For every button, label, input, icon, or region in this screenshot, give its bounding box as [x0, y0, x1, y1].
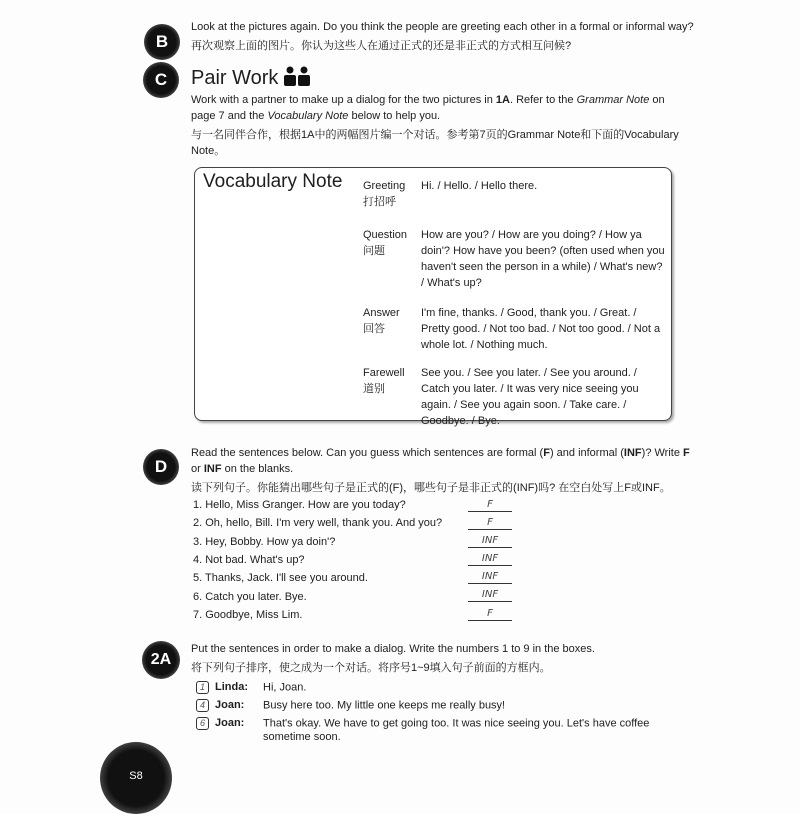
- order-box[interactable]: 1: [196, 681, 209, 694]
- section-2a-instruction-zh: 将下列句子排序，使之成为一个对话。将序号1~9填入句子前面的方框内。: [191, 662, 551, 674]
- answer-blank[interactable]: INF: [468, 589, 512, 602]
- text: Farewell: [363, 367, 405, 379]
- speaker: Linda:: [215, 681, 248, 694]
- text: Grammar Note: [576, 94, 650, 106]
- section-d-badge: D: [143, 449, 179, 485]
- text: below to help you.: [348, 110, 441, 122]
- text: INF: [623, 447, 642, 459]
- answer-blank[interactable]: F: [468, 608, 512, 621]
- section-2a-instruction: Put the sentences in order to make a dialog. Write the numbers 1 to 9 in the boxes.: [191, 643, 595, 655]
- dialog-line-continued: sometime soon.: [263, 731, 341, 743]
- dialog-text: Hi, Joan.: [263, 681, 307, 694]
- dialog-text: Busy here too. My little one keeps me really busy!: [263, 699, 506, 712]
- text: 回答: [363, 323, 385, 335]
- text: Answer: [363, 307, 400, 319]
- sentence-item: 5. Thanks, Jack. I'll see you around.: [193, 572, 368, 584]
- vocab-text: Hi. / Hello. / Hello there.: [421, 180, 538, 192]
- dialog-text: That's okay. We have to get going too. It was nice seeing you. Let's have coffee: [263, 717, 650, 730]
- text: Greeting: [363, 180, 406, 192]
- text: Work with a partner to make up a dialog for the two pictures in: [191, 94, 496, 106]
- vocab-label: [363, 305, 400, 337]
- vocabulary-note-box: [194, 167, 672, 427]
- vocab-text: How are you? / How are you doing? / How ya doin'? How have you been? (often used when you haven't seen the person in a while) / What's new? / What's up?: [421, 229, 665, 289]
- text: ) and informal (: [549, 447, 624, 459]
- sentence-item: 2. Oh, hello, Bill. I'm very well, thank you. And you?: [193, 517, 443, 529]
- text: 1A: [495, 94, 510, 106]
- pair-work-title: Pair Work: [191, 67, 279, 89]
- text: 打招呼: [363, 196, 396, 208]
- answer-blank[interactable]: INF: [468, 553, 512, 566]
- section-d-instruction-2: [191, 462, 293, 477]
- vocab-label: [363, 365, 405, 397]
- dialog-line: [196, 699, 505, 712]
- section-b-badge: B: [144, 24, 180, 60]
- order-box[interactable]: 6: [196, 717, 209, 730]
- sentence-item: 3. Hey, Bobby. How ya doin'?: [193, 536, 336, 548]
- dialog-line: [196, 681, 306, 694]
- speaker: Joan:: [215, 699, 245, 712]
- text: . Refer to the: [509, 94, 577, 106]
- page-number: S8: [129, 770, 143, 782]
- sentence-item: 6. Catch you later. Bye.: [193, 591, 307, 603]
- text: Question: [363, 229, 408, 241]
- section-d-instruction-zh: 读下列句子。你能猜出哪些句子是正式的(F)，哪些句子是非正式的(INF)吗? 在空白处写上F或INF。: [191, 482, 671, 494]
- vocab-label: [363, 178, 405, 210]
- section-b-instruction-zh: 再次观察上面的图片。你认为这些人在通过正式的还是非正式的方式相互问候?: [191, 40, 572, 52]
- order-box[interactable]: 4: [196, 699, 209, 712]
- text: on: [649, 94, 665, 106]
- section-d-instruction-1: [191, 446, 690, 461]
- text: )? Write: [641, 447, 684, 459]
- sentence-item: 7. Goodbye, Miss Lim.: [193, 609, 303, 621]
- dialog-line: [196, 717, 649, 730]
- text: 道别: [363, 383, 385, 395]
- text: INF: [203, 463, 222, 475]
- page-number-badge: [100, 742, 172, 814]
- answer-blank[interactable]: F: [468, 517, 512, 530]
- answer-blank[interactable]: F: [468, 499, 512, 512]
- text: Vocabulary Note: [267, 110, 349, 122]
- text: or: [191, 463, 204, 475]
- section-b-instruction: Look at the pictures again. Do you think the people are greeting each other in a formal or informal way?: [191, 21, 694, 33]
- section-c-instruction-zh-2: Note。: [191, 145, 226, 157]
- text: 问题: [363, 245, 385, 257]
- sentence-item: 4. Not bad. What's up?: [193, 554, 305, 566]
- text: Read the sentences below. Can you guess which sentences are formal (: [191, 447, 544, 459]
- section-c-instruction-zh-1: 与一名同伴合作，根据1A中的两幅图片编一个对话。参考第7页的Grammar Note和下面的Vocabulary: [191, 129, 679, 141]
- speaker: Joan:: [215, 717, 245, 730]
- section-2a-badge: 2A: [142, 641, 180, 679]
- text: F: [543, 447, 550, 459]
- text: on the blanks.: [221, 463, 294, 475]
- vocab-text: I'm fine, thanks. / Good, thank you. / Great. / Pretty good. / Not too bad. / Not too good. / Not a whole lot. / Nothing much.: [421, 307, 661, 351]
- answer-blank[interactable]: INF: [468, 535, 512, 548]
- text: page 7 and the: [191, 110, 268, 122]
- vocab-text: See you. / See you later. / See you around. / Catch you later. / It was very nice seeing you again. / See you again soon. / Take care. / Goodbye. / Bye.: [421, 367, 639, 427]
- vocabulary-note-title: Vocabulary Note: [203, 171, 343, 192]
- section-c-badge: C: [143, 62, 179, 98]
- text: F: [683, 447, 690, 459]
- answer-blank[interactable]: INF: [468, 571, 512, 584]
- sentence-item: 1. Hello, Miss Granger. How are you today?: [193, 499, 406, 511]
- vocab-label: [363, 227, 407, 259]
- section-c-instruction-1: [191, 93, 665, 108]
- pair-icon: [283, 66, 311, 86]
- section-c-instruction-2: [191, 109, 440, 124]
